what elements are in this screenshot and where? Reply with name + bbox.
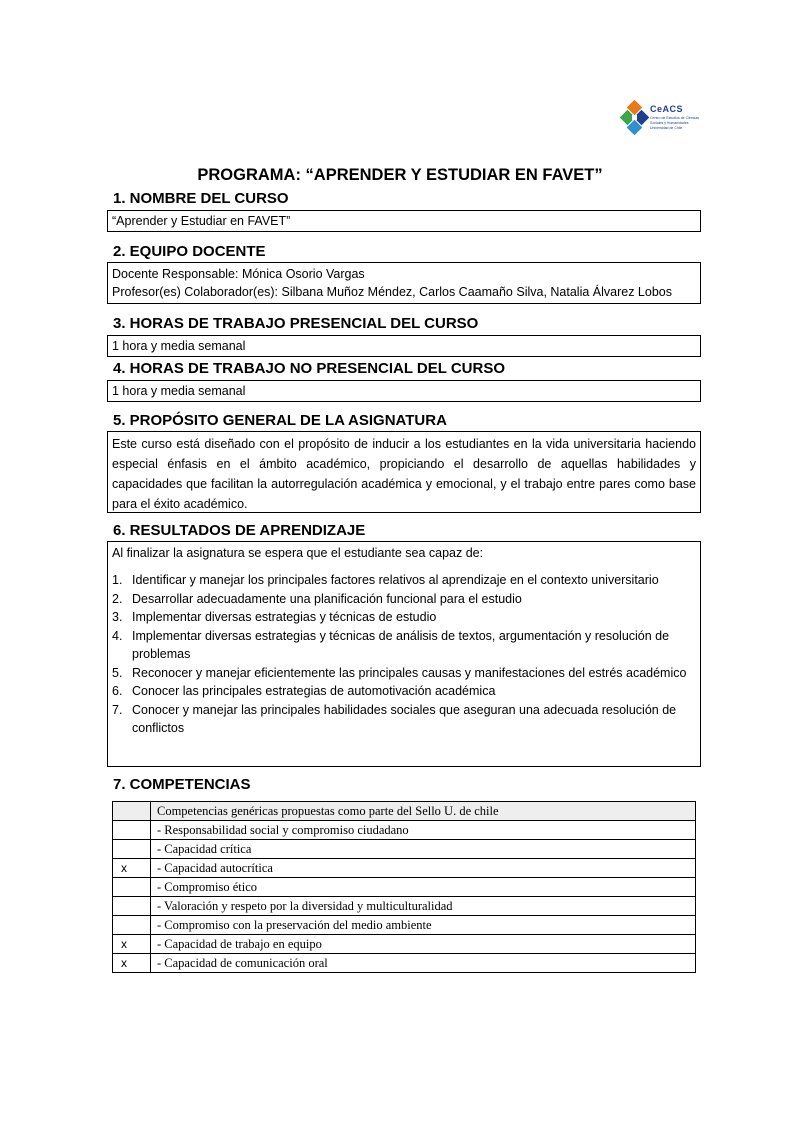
- course-name: “Aprender y Estudiar en FAVET”: [112, 214, 291, 228]
- list-item: 6. Conocer las principales estrategias de automotivación académica: [112, 684, 496, 698]
- teaching-team-box: [107, 262, 701, 304]
- table-header-row: [113, 802, 696, 821]
- section-4-heading: 4. HORAS DE TRABAJO NO PRESENCIAL DEL CURSO: [113, 360, 505, 377]
- table-row: - Compromiso ético: [113, 878, 696, 897]
- collaborators: Profesor(es) Colaborador(es): Silbana Muñoz Méndez, Carlos Caamaño Silva, Natalia Álvarez Lobos: [112, 285, 672, 299]
- table-row: - Capacidad crítica: [113, 840, 696, 859]
- ceacs-logo: [620, 100, 700, 142]
- list-item: 1. Identificar y manejar los principales factores relativos al aprendizaje en el contexto universitario: [112, 573, 659, 587]
- non-presential-hours-box: [107, 380, 701, 402]
- section-1-heading: 1. NOMBRE DEL CURSO: [113, 190, 289, 207]
- course-name-box: [107, 210, 701, 232]
- logo-subtitle-line: Universidad de Chile: [650, 126, 683, 130]
- section-5-heading: 5. PROPÓSITO GENERAL DE LA ASIGNATURA: [113, 412, 447, 429]
- section-2-heading: 2. EQUIPO DOCENTE: [113, 243, 266, 260]
- non-presential-hours: 1 hora y media semanal: [112, 384, 246, 398]
- page-title: PROGRAMA: “APRENDER Y ESTUDIAR EN FAVET”: [197, 166, 603, 184]
- table-row: - Responsabilidad social y compromiso ciudadano: [113, 821, 696, 840]
- list-item: 5. Reconocer y manejar eficientemente las principales causas y manifestaciones del estrés académico: [112, 665, 687, 680]
- table-row: - Compromiso con la preservación del medio ambiente: [113, 916, 696, 935]
- outcomes-list: [108, 571, 700, 738]
- outcomes-intro: Al finalizar la asignatura se espera que el estudiante sea capaz de:: [112, 546, 484, 560]
- purpose-box: [107, 431, 701, 513]
- table-header: Competencias genéricas propuestas como parte del Sello U. de chile: [151, 802, 696, 821]
- competencies-table: [112, 801, 696, 973]
- table-row: - Valoración y respeto por la diversidad y multiculturalidad: [113, 897, 696, 916]
- table-row: x - Capacidad de comunicación oral: [113, 954, 696, 973]
- list-item: 3. Implementar diversas estrategias y técnicas de estudio: [112, 610, 437, 624]
- purpose-text: Este curso está diseñado con el propósito de inducir a los estudiantes en la vida universitaria haciendo especial énfasis en el ámbito académico, propiciando el desarrollo de aquellas habilidades y capacidades que facilitan la autorregulación académica y emocional, y el trabajo entre pares como base para el éxito académico.: [112, 437, 696, 511]
- list-item: 4. Implementar diversas estrategias y técnicas de análisis de textos, argumentación y resolución de problemas: [112, 628, 670, 661]
- learning-outcomes-box: [107, 541, 701, 767]
- section-3-heading: 3. HORAS DE TRABAJO PRESENCIAL DEL CURSO: [113, 315, 479, 332]
- table-cell: [113, 802, 151, 821]
- table-row: x - Capacidad de trabajo en equipo: [113, 935, 696, 954]
- presential-hours-box: [107, 335, 701, 357]
- list-item: 7. Conocer y manejar las principales habilidades sociales que aseguran una adecuada resolución de conflictos: [112, 702, 677, 735]
- list-item: 2. Desarrollar adecuadamente una planificación funcional para el estudio: [112, 591, 522, 606]
- logo-subtitle-line: Centro de Estudios de Ciencias: [650, 116, 700, 120]
- logo-subtitle-line: Sociales y Humanidades: [650, 121, 689, 125]
- section-6-heading: 6. RESULTADOS DE APRENDIZAJE: [113, 522, 366, 539]
- logo-mark-icon: [620, 100, 652, 142]
- section-7-heading: 7. COMPETENCIAS: [113, 776, 251, 793]
- presential-hours: 1 hora y media semanal: [112, 339, 246, 353]
- logo-name: CeACS: [650, 104, 684, 114]
- table-row: x - Capacidad autocrítica: [113, 859, 696, 878]
- lead-teacher: Docente Responsable: Mónica Osorio Vargas: [112, 267, 365, 281]
